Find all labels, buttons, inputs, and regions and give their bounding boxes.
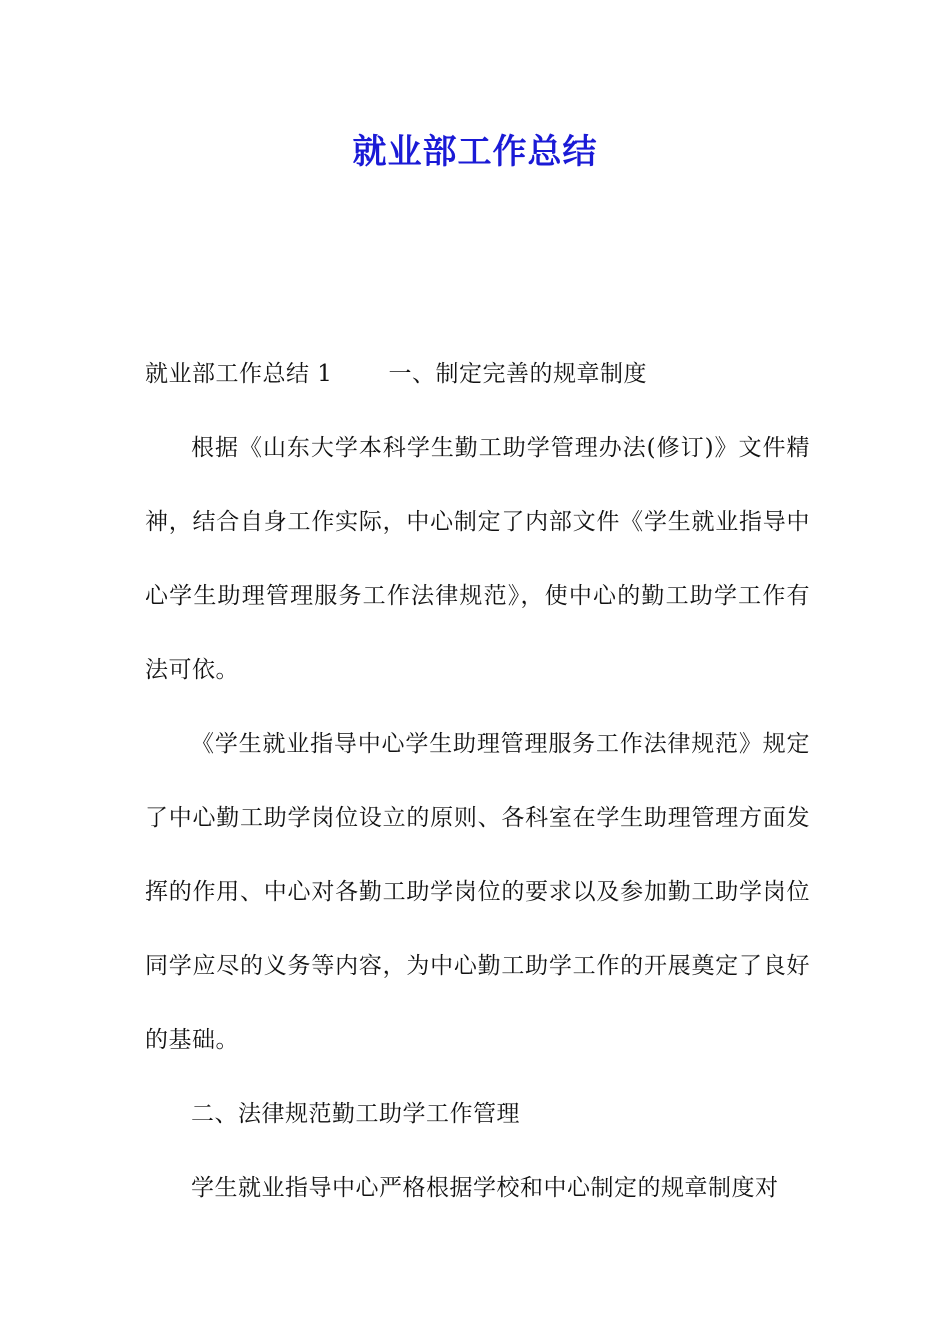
- document-title: 就业部工作总结: [352, 132, 598, 172]
- section1-heading: 一、制定完善的规章制度: [388, 361, 647, 387]
- section2-heading: 二、法律规范勤工助学工作管理: [191, 1101, 520, 1127]
- paragraph-3: 学生就业指导中心严格根据学校和中心制定的规章制度对: [191, 1175, 779, 1201]
- paragraph-2: 《学生就业指导中心学生助理管理服务工作法律规范》规定了中心勤工助学岗位设立的原则、各科室在学生助理管理方面发挥的作用、中心对各勤工助学岗位的要求以及参加勤工助学岗位同学应尽的义务等内容，为中心勤工助学工作的开展奠定了良好的基础。: [145, 731, 810, 1053]
- document-body: [145, 337, 810, 1225]
- paragraph-1: 根据《山东大学本科学生勤工助学管理办法(修订)》文件精神，结合自身工作实际，中心制定了内部文件《学生就业指导中心学生助理管理服务工作法律规范》，使中心的勤工助学工作有法可依。: [145, 435, 810, 683]
- intro-heading: 就业部工作总结 1: [145, 361, 333, 387]
- intro-line: [145, 337, 810, 411]
